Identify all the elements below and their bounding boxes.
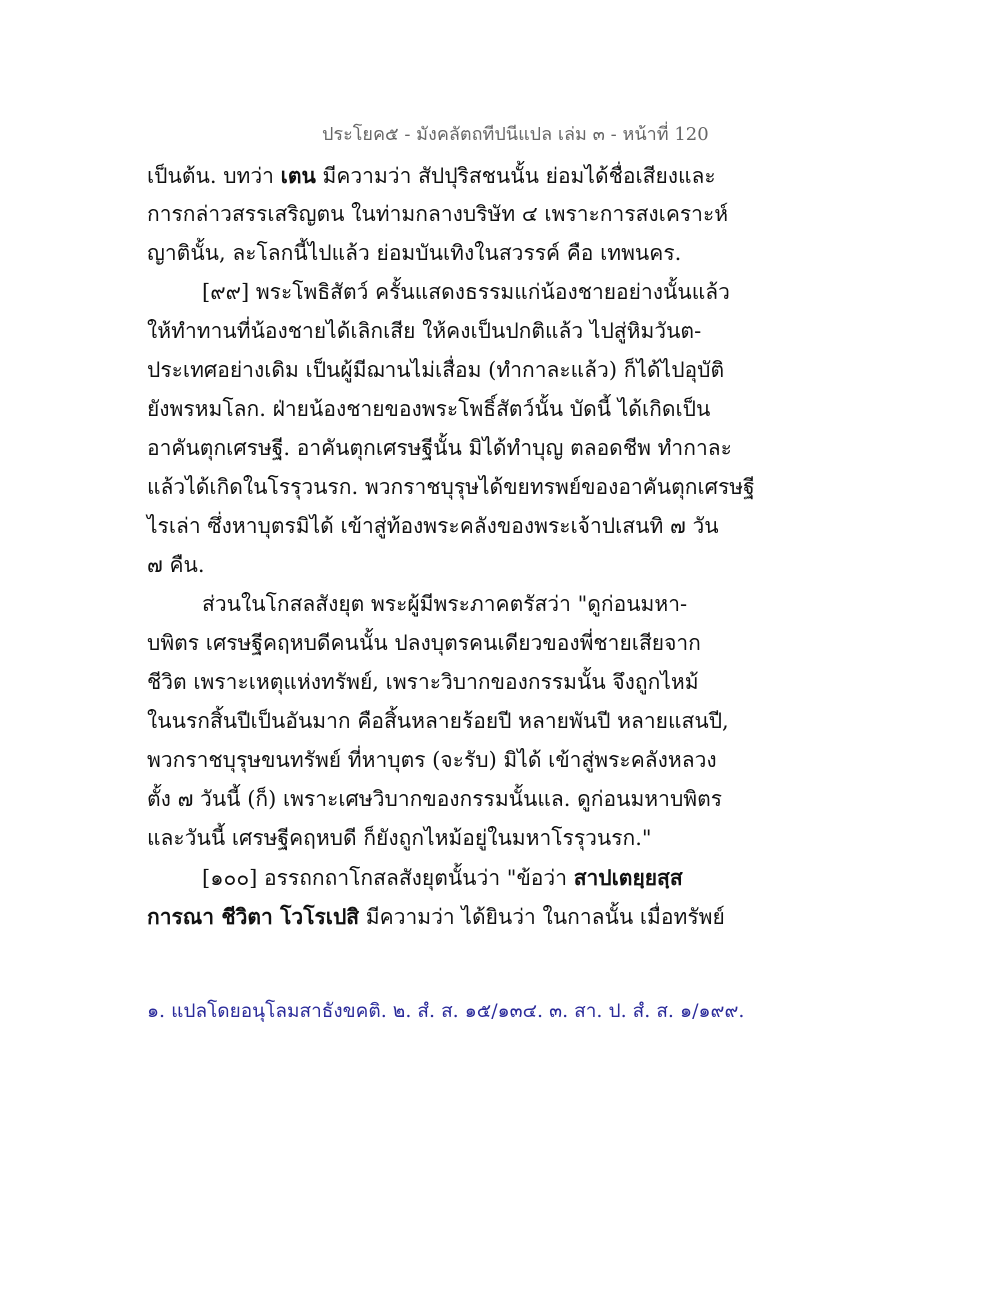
text-span: มีความว่า สัปปุริสชนนั้น ย่อมได้ชื่อเสียงและ <box>315 164 716 188</box>
text-line-15: ในนรกสิ้นปีเป็นอันมาก คือสิ้นหลายร้อยปี หลายพันปี หลายแสนปี, <box>147 709 729 733</box>
pali-term: เตน <box>280 163 316 188</box>
text-line-8: อาคันตุกเศรษฐี. อาคันตุกเศรษฐีนั้น มิได้ทำบุญ ตลอดชีพ ทำกาละ <box>147 436 732 460</box>
text-line-3: ญาตินั้น, ละโลกนี้ไปแล้ว ย่อมบันเทิงในสวรรค์ คือ เทพนคร. <box>147 241 682 265</box>
text-line-10: ไรเล่า ซึ่งหาบุตรมิได้ เข้าสู่ท้องพระคลังของพระเจ้าปเสนทิ ๗ วัน <box>147 514 719 538</box>
text-line-18: และวันนี้ เศรษฐีคฤหบดี ก็ยังถูกไหม้อยู่ในมหาโรรุวนรก." <box>147 826 652 850</box>
text-line-17: ตั้ง ๗ วันนี้ (ก็) เพราะเศษวิบากของกรรมนั้นแล. ดูก่อนมหาบพิตร <box>147 787 723 811</box>
text-line-5: ให้ทำทานที่น้องชายได้เลิกเสีย ให้คงเป็นปกติแล้ว ไปสู่หิมวันต- <box>147 319 702 343</box>
paragraph-kosala-start: ส่วนในโกสลสังยุต พระผู้มีพระภาคตรัสว่า "ดูก่อนมหา- <box>202 592 688 616</box>
paragraph-99-start: [๙๙] พระโพธิสัตว์ ครั้นแสดงธรรมแก่น้องชายอย่างนั้นแล้ว <box>202 280 730 304</box>
paragraph-100-start <box>147 858 692 897</box>
text-line-13: บพิตร เศรษฐีคฤหบดีคนนั้น ปลงบุตรคนเดียวของพี่ชายเสียจาก <box>147 631 701 655</box>
text-line-16: พวกราชบุรุษขนทรัพย์ ที่หาบุตร (จะรับ) มิได้ เข้าสู่พระคลังหลวง <box>147 748 717 772</box>
text-line-9: แล้วได้เกิดในโรรุวนรก. พวกราชบุรุษได้ขยทรพย์ของอาคันตุกเศรษฐี <box>147 475 755 499</box>
footnote: ๑. แปลโดยอนุโลมสาธังขคติ. ๒. สํ. ส. ๑๕/๑๓๔. ๓. สา. ป. สํ. ส. ๑/๑๙๙. <box>147 1000 745 1022</box>
text-span: เป็นต้น. บทว่า <box>147 164 281 188</box>
text-line-6: ประเทศอย่างเดิม เป็นผู้มีฌานไม่เสื่อม (ทำกาละแล้ว) ก็ได้ไปอุบัติ <box>147 358 725 382</box>
text-line-11: ๗ คืน. <box>147 553 205 577</box>
text-line-14: ชีวิต เพราะเหตุแห่งทรัพย์, เพราะวิบากของกรรมนั้น จึงถูกไหม้ <box>147 670 699 694</box>
body-text <box>147 156 755 936</box>
text-line-1 <box>147 156 716 195</box>
pali-term: การณา ชีวิตา โวโรเปสิ <box>147 904 360 929</box>
text-line-2: การกล่าวสรรเสริญตน ในท่ามกลางบริษัท ๔ เพราะการสงเคราะห์ <box>147 202 729 226</box>
pali-term: สาปเตยฺยสฺส <box>573 865 683 890</box>
text-line-7: ยังพรหมโลก. ฝ่ายน้องชายของพระโพธิ์สัตว์นั้น บัดนี้ ได้เกิดเป็น <box>147 397 711 421</box>
text-span: [๑๐๐] อรรถกถาโกสลสังยุตนั้นว่า "ข้อว่า <box>202 866 574 890</box>
text-line-20 <box>147 897 725 936</box>
text-span: มีความว่า ได้ยินว่า ในกาลนั้น เมื่อทรัพย์ <box>359 905 725 929</box>
running-header: ประโยค๕ - มังคลัตถทีปนีแปล เล่ม ๓ - หน้าที่ 120 <box>322 124 709 145</box>
